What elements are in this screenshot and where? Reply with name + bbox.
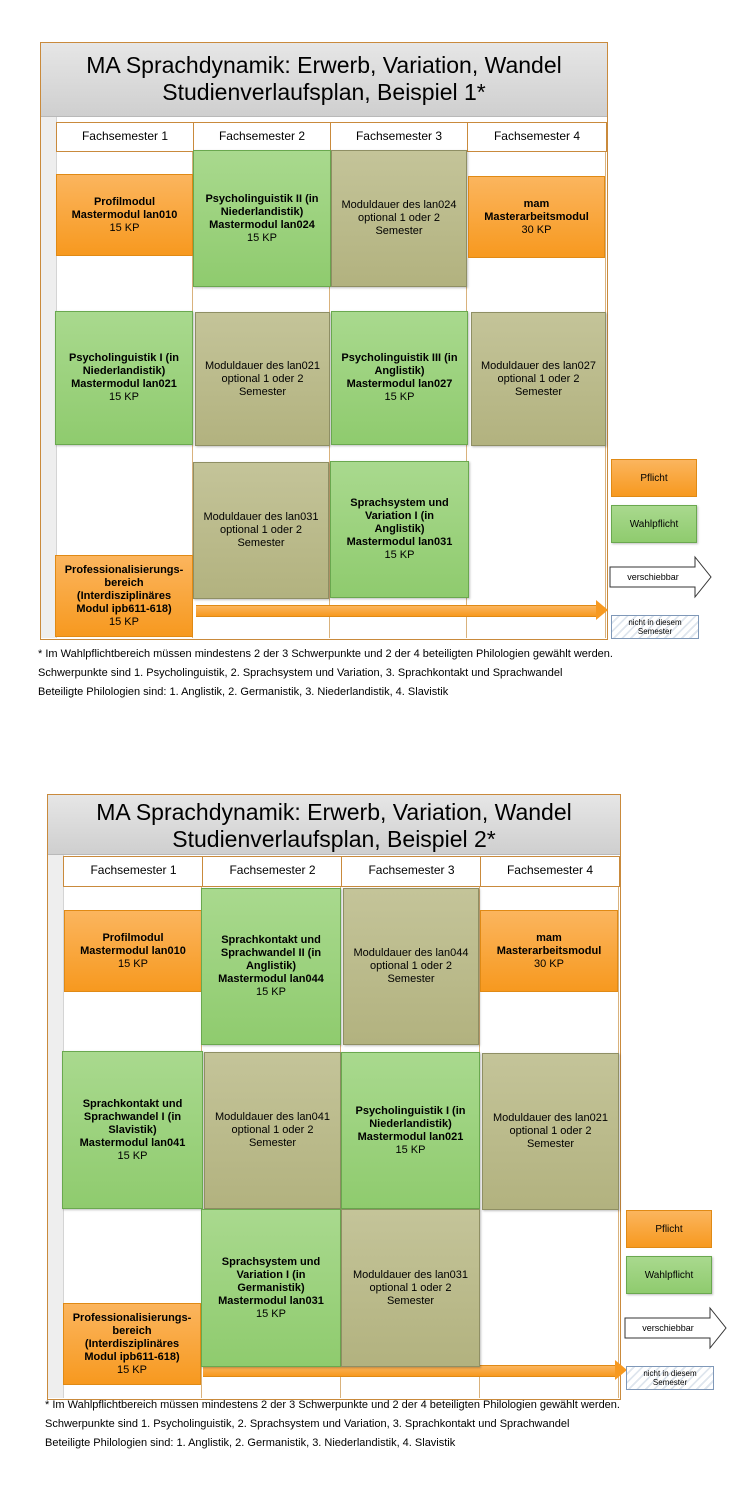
module-detail-line: 15 KP — [109, 615, 139, 628]
legend-verschiebbar — [624, 1306, 728, 1350]
module-box — [331, 150, 467, 287]
module-box — [480, 910, 618, 992]
shiftable-arrow-head — [596, 600, 608, 620]
module-detail-line: 15 KP — [117, 1149, 148, 1162]
module-title-line: Masterarbeitsmodul — [484, 210, 589, 223]
semester-header: Fachsemester 4 — [467, 122, 607, 152]
module-detail-line: Moduldauer des lan044 — [353, 947, 469, 959]
legend-nicht-line-1: nicht in diesem — [643, 1369, 697, 1378]
module-detail-line: 30 KP — [521, 223, 552, 236]
module-box — [64, 910, 202, 992]
module-detail-line: 15 KP — [256, 986, 286, 998]
module-detail-line: 15 KP — [384, 549, 415, 561]
module-title-line: Mastermodul lan024 — [209, 218, 315, 231]
module-title-line: Psycholinguistik II (in — [205, 192, 319, 205]
module-title-line: Anglistik) — [245, 960, 297, 972]
legend-wahlpflicht: Wahlpflicht — [611, 505, 697, 543]
legend-verschiebbar — [609, 555, 713, 599]
semester-header: Fachsemester 2 — [202, 856, 343, 887]
module-box — [330, 461, 469, 598]
module-detail-line: optional 1 oder 2 — [509, 1125, 592, 1137]
module-title-line: Sprachwandel II (in — [220, 947, 322, 959]
title-line-2: Studienverlaufsplan, Beispiel 1* — [162, 79, 486, 105]
semester-header: Fachsemester 1 — [56, 122, 194, 152]
plan-title — [41, 43, 607, 117]
module-detail-line: Moduldauer des lan041 — [215, 1111, 330, 1123]
module-detail-line: 15 KP — [109, 221, 140, 234]
module-detail-line: 30 KP — [534, 957, 564, 970]
module-detail-line: 15 KP — [117, 1363, 147, 1376]
legend-nicht-in-diesem-semester — [611, 615, 699, 639]
plan-title — [48, 795, 620, 855]
module-title-line: Professionalisierungs- — [72, 1311, 192, 1324]
module-detail-line: Semester — [238, 385, 287, 398]
module-box — [62, 1051, 203, 1209]
module-title-line: Mastermodul lan041 — [79, 1136, 186, 1149]
semester-header: Fachsemester 3 — [341, 856, 482, 887]
title-line-1: MA Sprachdynamik: Erwerb, Variation, Wandel — [96, 799, 572, 825]
module-title-line: Niederlandistik) — [220, 205, 304, 218]
semester-header: Fachsemester 1 — [63, 856, 204, 887]
module-box — [193, 150, 331, 287]
module-detail-line: optional 1 oder 2 — [358, 212, 440, 224]
module-title-line: bereich — [104, 576, 144, 589]
module-title-line: Sprachsystem und — [350, 497, 449, 509]
legend-pflicht: Pflicht — [626, 1210, 712, 1248]
module-detail-line: optional 1 oder 2 — [221, 372, 304, 385]
module-title-line: Mastermodul lan010 — [71, 208, 178, 221]
module-detail-line: Moduldauer des lan031 — [353, 1268, 468, 1281]
module-detail-line: Moduldauer des lan021 — [493, 1112, 608, 1124]
module-title-line: Professionalisierungs- — [64, 563, 184, 576]
module-title-line: Psycholinguistik III (in — [341, 352, 458, 364]
legend-nicht-line-2: Semester — [652, 1378, 688, 1387]
legend-verschiebbar-label: verschiebbar — [627, 572, 679, 582]
footnote-line: Beteiligte Philologien sind: 1. Anglistik, 2. Germanistik, 3. Niederlandistik, 4. Slavistik — [38, 686, 449, 698]
module-box — [55, 311, 193, 445]
module-title-line: Mastermodul lan044 — [218, 973, 324, 985]
module-title-line: Niederlandistik) — [369, 1117, 452, 1130]
module-box — [471, 312, 606, 446]
module-box — [195, 312, 330, 446]
module-detail-line: 15 KP — [118, 957, 148, 970]
module-box — [201, 888, 341, 1045]
title-line-1: MA Sprachdynamik: Erwerb, Variation, Wandel — [86, 52, 562, 78]
title-line-2: Studienverlaufsplan, Beispiel 2* — [172, 826, 496, 852]
module-detail-line: optional 1 oder 2 — [369, 1281, 452, 1294]
module-title-line: (Interdisziplinäres — [76, 589, 172, 602]
module-box — [341, 1209, 480, 1367]
module-detail-line: Semester — [526, 1138, 575, 1150]
module-title-line: bereich — [112, 1324, 152, 1337]
legend-nicht-in-diesem-semester — [626, 1366, 714, 1390]
legend-nicht-line-1: nicht in diesem — [628, 618, 682, 627]
semester-header: Fachsemester 2 — [193, 122, 331, 152]
footnote-line: * Im Wahlpflichtbereich müssen mindestens 2 der 3 Schwerpunkte und 2 der 4 beteiligten Philologien gewählt werden. — [38, 648, 613, 660]
semester-header: Fachsemester 3 — [330, 122, 468, 152]
module-box — [343, 888, 479, 1045]
module-title-line: Anglistik) — [374, 523, 425, 535]
module-detail-line: optional 1 oder 2 — [220, 524, 302, 536]
module-title-line: Mastermodul lan021 — [71, 378, 177, 390]
legend-wahlpflicht: Wahlpflicht — [626, 1256, 712, 1294]
module-title-line: Mastermodul lan010 — [80, 944, 186, 957]
footnote-line: Schwerpunkte sind 1. Psycholinguistik, 2. Sprachsystem und Variation, 3. Sprachkontakt und Sprachwandel — [45, 1418, 570, 1430]
module-box — [55, 555, 193, 637]
module-title-line: Mastermodul lan021 — [357, 1130, 464, 1143]
module-title-line: Psycholinguistik I (in — [355, 1104, 466, 1117]
module-title-line: Profilmodul — [102, 931, 164, 944]
module-title-line: Variation I (in — [364, 510, 435, 522]
module-title-line: Sprachkontakt und — [221, 934, 321, 946]
module-box — [193, 462, 329, 599]
module-detail-line: Moduldauer des lan021 — [205, 359, 320, 372]
module-title-line: Modul ipb611-618) — [84, 1350, 180, 1363]
module-box — [331, 311, 468, 445]
module-detail-line: optional 1 oder 2 — [231, 1124, 314, 1136]
module-box — [482, 1053, 619, 1210]
module-title-line: Anglistik) — [374, 365, 425, 377]
module-detail-line: optional 1 oder 2 — [370, 960, 452, 972]
module-detail-line: Semester — [375, 225, 423, 237]
shiftable-arrow-bar — [196, 605, 596, 617]
module-detail-line: 15 KP — [395, 1143, 426, 1156]
module-detail-line: Moduldauer des lan024 — [341, 199, 457, 211]
module-title-line: Mastermodul lan027 — [346, 378, 453, 390]
module-detail-line: Semester — [387, 973, 435, 985]
module-detail-line: Semester — [237, 537, 285, 549]
module-title-line: mam — [523, 197, 550, 210]
module-title-line: mam — [536, 931, 562, 944]
module-title-line: Profilmodul — [93, 195, 156, 208]
module-box — [204, 1052, 341, 1209]
module-detail-line: Semester — [386, 1294, 435, 1307]
module-detail-line: Semester — [514, 385, 563, 398]
footnote-line: Beteiligte Philologien sind: 1. Anglistik, 2. Germanistik, 3. Niederlandistik, 4. Slavistik — [45, 1437, 456, 1449]
module-box — [56, 174, 193, 256]
module-title-line: Psycholinguistik I (in — [68, 352, 180, 364]
module-title-line: Masterarbeitsmodul — [496, 944, 602, 957]
legend-nicht-line-2: Semester — [637, 627, 673, 636]
module-detail-line: Semester — [248, 1137, 297, 1149]
module-title-line: Niederlandistik) — [82, 365, 166, 377]
module-detail-line: optional 1 oder 2 — [497, 372, 580, 385]
module-title-line: Modul ipb611-618) — [76, 602, 172, 615]
module-box — [63, 1303, 201, 1385]
module-title-line: Mastermodul lan031 — [218, 1294, 324, 1307]
module-detail-line: 15 KP — [109, 391, 139, 403]
module-box — [201, 1209, 341, 1367]
module-title-line: Germanistik) — [237, 1281, 305, 1294]
module-title-line: Mastermodul lan031 — [346, 536, 453, 548]
module-title-line: Slavistik) — [108, 1123, 157, 1136]
legend-verschiebbar-label: verschiebbar — [642, 1323, 694, 1333]
module-title-line: (Interdisziplinäres — [84, 1337, 180, 1350]
legend-pflicht: Pflicht — [611, 459, 697, 497]
module-detail-line: 15 KP — [384, 391, 415, 403]
module-title-line: Sprachkontakt und — [82, 1097, 183, 1110]
module-detail-line: 15 KP — [247, 231, 277, 244]
module-box — [341, 1052, 480, 1209]
footnote-line: * Im Wahlpflichtbereich müssen mindestens 2 der 3 Schwerpunkte und 2 der 4 beteiligten Philologien gewählt werden. — [45, 1399, 620, 1411]
module-title-line: Sprachwandel I (in — [83, 1110, 182, 1123]
module-box — [468, 176, 605, 258]
module-title-line: Sprachsystem und — [221, 1255, 321, 1268]
module-title-line: Variation I (in — [236, 1268, 306, 1281]
module-detail-line: Moduldauer des lan027 — [481, 359, 596, 372]
module-detail-line: 15 KP — [256, 1307, 286, 1320]
semester-header: Fachsemester 4 — [480, 856, 620, 887]
footnote-line: Schwerpunkte sind 1. Psycholinguistik, 2. Sprachsystem und Variation, 3. Sprachkontakt und Sprachwandel — [38, 667, 563, 679]
module-detail-line: Moduldauer des lan031 — [203, 511, 319, 523]
